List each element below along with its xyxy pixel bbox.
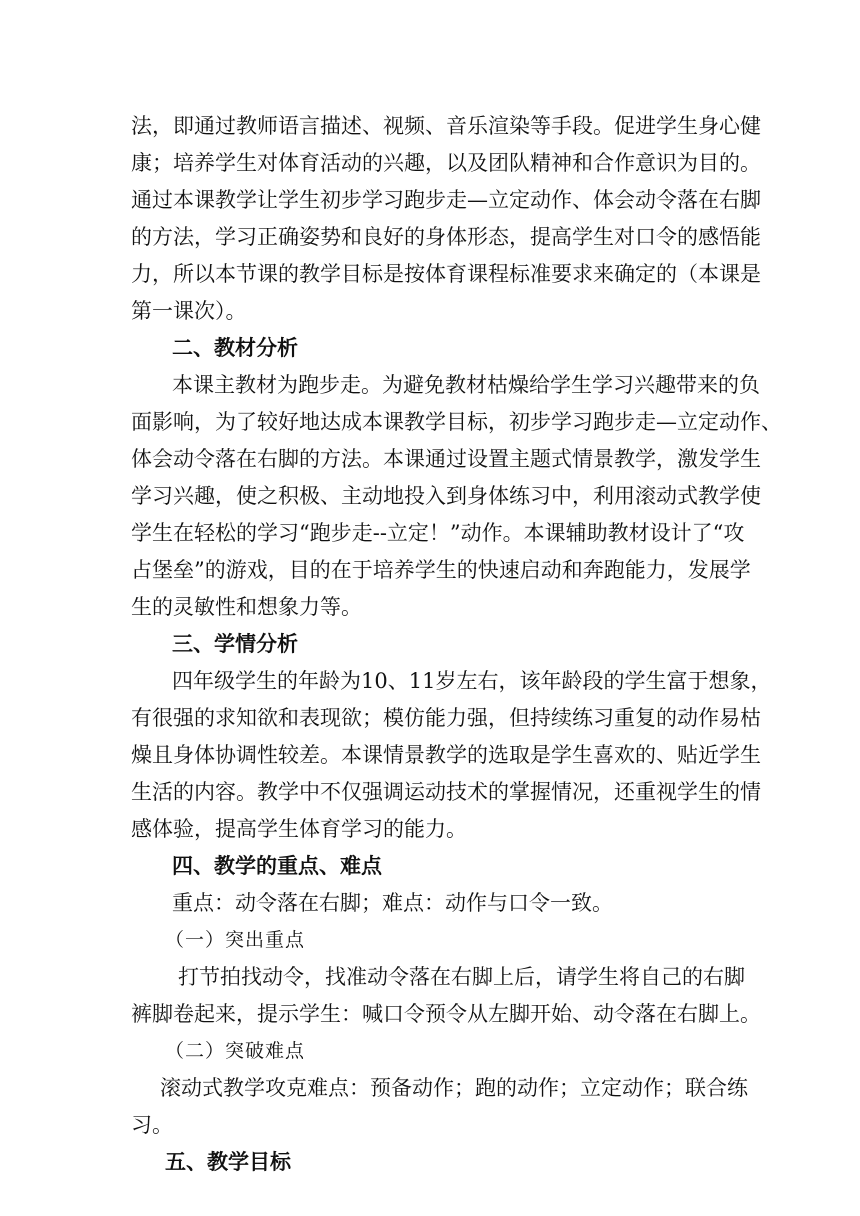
paragraph-line: 第一课次）。 [131, 299, 247, 323]
paragraph-line: 力，所以本节课的教学目标是按体育课程标准要求来确定的（本课是 [131, 262, 761, 286]
paragraph-line: 打节拍找动令，找准动令落在右脚上后，请学生将自己的右脚 [178, 965, 745, 989]
paragraph-line: 学习兴趣，使之积极、主动地投入到身体练习中，利用滚动式教学使 [131, 484, 761, 508]
paragraph-line: 学生在轻松的学习“跑步走--立定！”动作。本课辅助教材设计了“攻 [131, 521, 745, 545]
paragraph-line: 通过本课教学让学生初步学习跑步走—立定动作、体会动令落在右脚 [131, 188, 761, 212]
section-heading: 五、教学目标 [165, 1149, 291, 1174]
paragraph-line: 感体验，提高学生体育学习的能力。 [131, 817, 467, 841]
paragraph-line: 的方法，学习正确姿势和良好的身体形态，提高学生对口令的感悟能 [131, 225, 761, 249]
section-heading: 二、教材分析 [172, 335, 298, 360]
key-points-summary: 重点：动令落在右脚；难点：动作与口令一致。 [172, 891, 613, 915]
paragraph-line: 法，即通过教师语言描述、视频、音乐渲染等手段。促进学生身心健 [131, 114, 761, 138]
paragraph-line: 康；培养学生对体育活动的兴趣，以及团队精神和合作意识为目的。 [131, 151, 761, 175]
paragraph-line: 占堡垒”的游戏，目的在于培养学生的快速启动和奔跑能力，发展学 [131, 558, 751, 582]
paragraph-line: 生活的内容。教学中不仅强调运动技术的掌握情况，还重视学生的情 [131, 780, 761, 804]
paragraph-line: 有很强的求知欲和表现欲；模仿能力强，但持续练习重复的动作易枯 [131, 706, 761, 730]
subsection-heading: （二）突破难点 [165, 1040, 306, 1062]
paragraph-line: 裤脚卷起来，提示学生：喊口令预令从左脚开始、动令落在右脚上。 [131, 1002, 761, 1026]
paragraph-line: 四年级学生的年龄为10、11岁左右，该年龄段的学生富于想象， [172, 669, 772, 693]
subsection-heading: （一）突出重点 [165, 929, 306, 951]
paragraph-line: 体会动令落在右脚的方法。本课通过设置主题式情景教学，激发学生 [131, 447, 761, 471]
paragraph-line: 生的灵敏性和想象力等。 [131, 595, 362, 619]
paragraph-line: 本课主教材为跑步走。为避免教材枯燥给学生学习兴趣带来的负 [172, 373, 760, 397]
section-heading: 四、教学的重点、难点 [172, 853, 382, 878]
section-heading: 三、学情分析 [172, 631, 298, 656]
paragraph-line: 面影响，为了较好地达成本课教学目标，初步学习跑步走—立定动作、 [131, 410, 782, 434]
paragraph-line: 习。 [131, 1113, 173, 1137]
paragraph-line: 燥且身体协调性较差。本课情景教学的选取是学生喜欢的、贴近学生 [131, 743, 761, 767]
paragraph-line: 滚动式教学攻克难点：预备动作；跑的动作；立定动作；联合练 [160, 1076, 748, 1100]
